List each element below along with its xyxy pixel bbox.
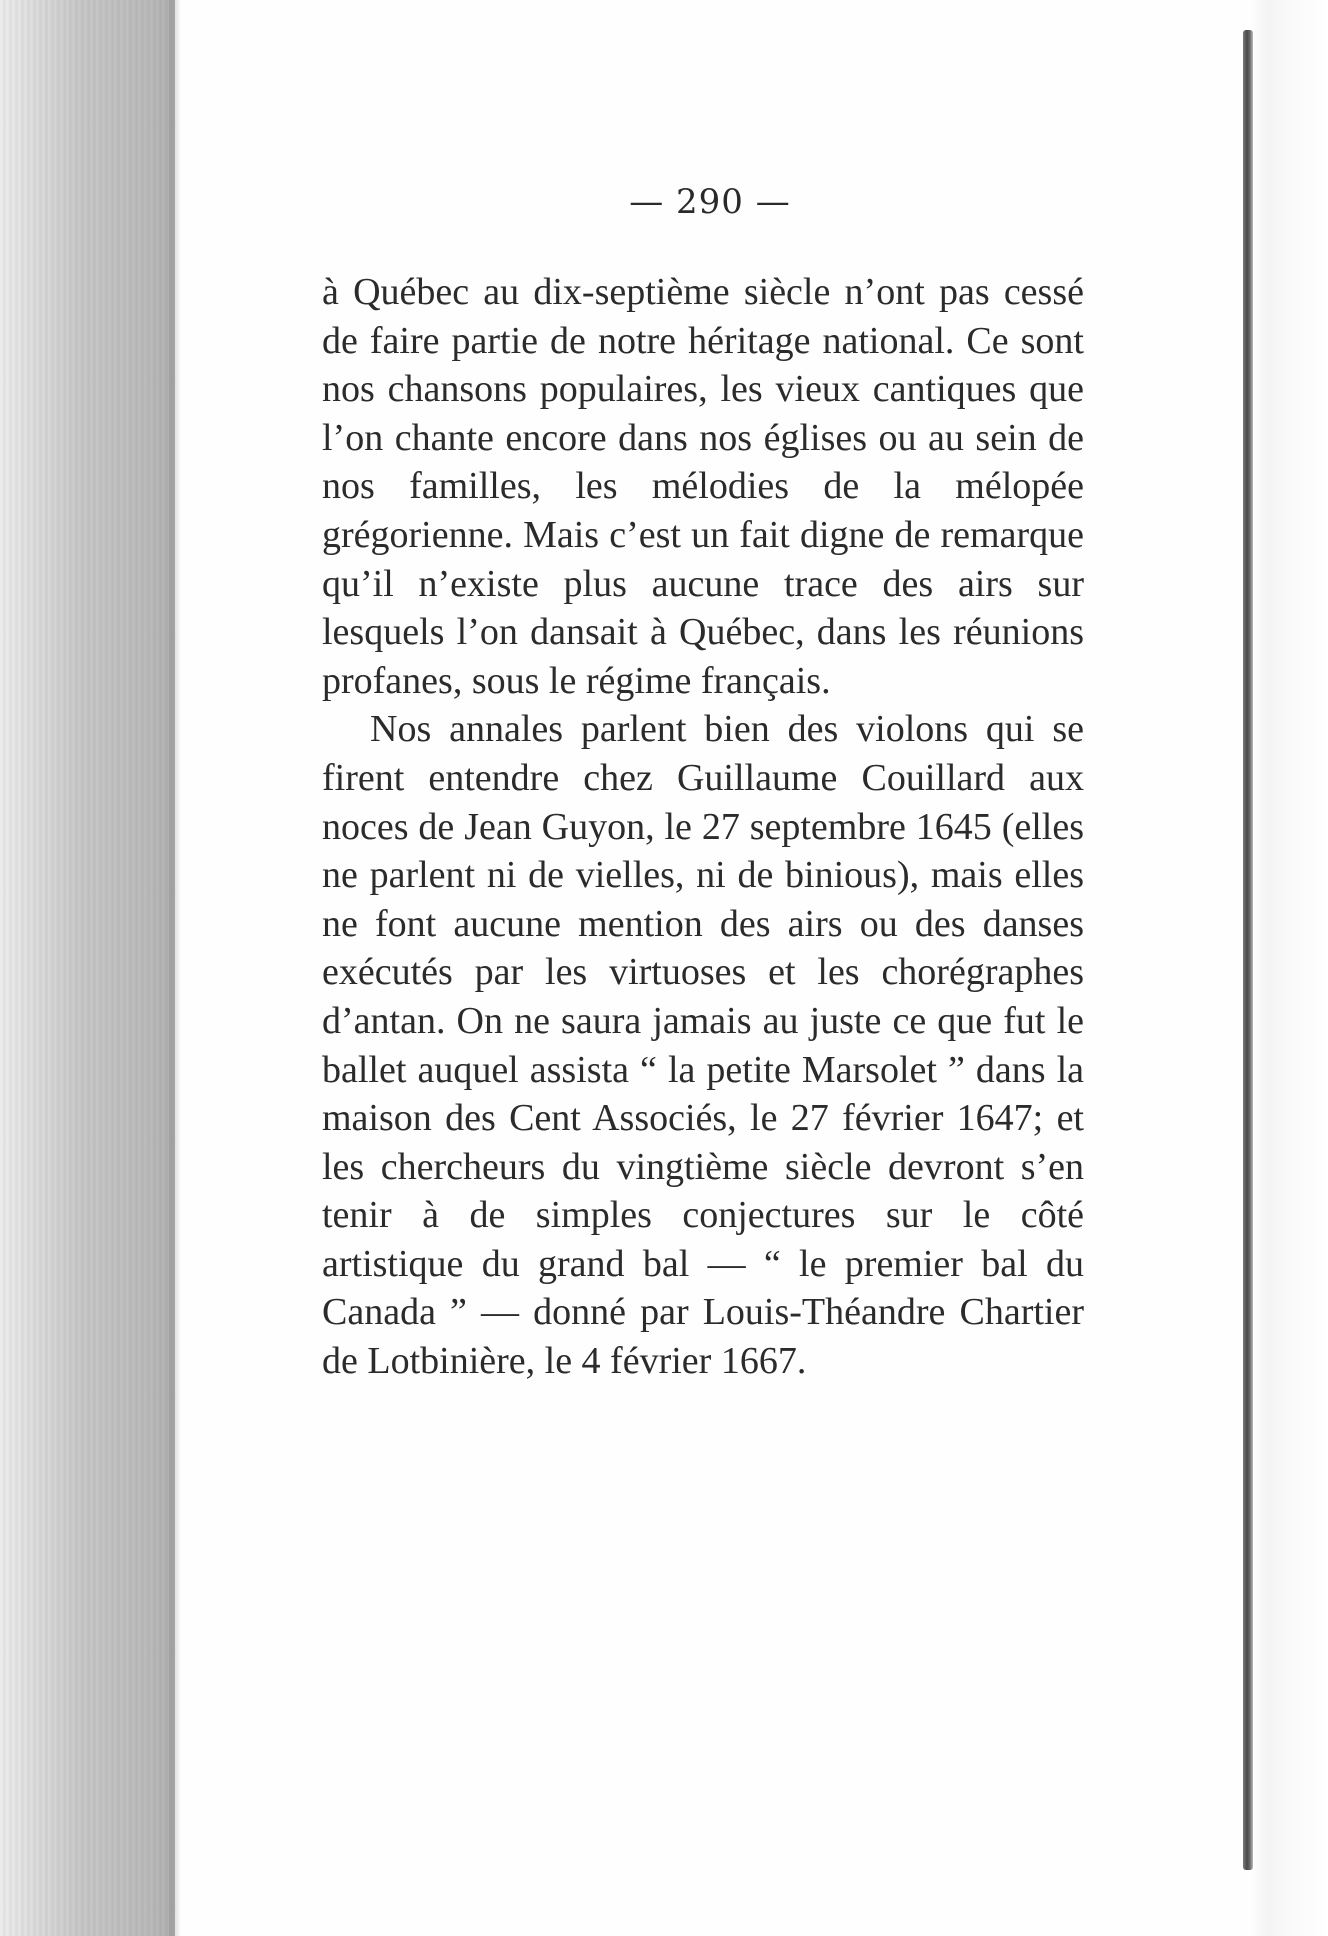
page-number: — 290 — <box>629 182 791 222</box>
paragraph: Nos annales parlent bien des violons qui se firent entendre chez Guillaume Couillard aux noces de Jean Guyon, le 27 septembre 1645 (elles ne parlent ni de vielles, ni de binious), mais elles ne font aucune mention des airs ou des danses exécutés par les virtuoses et les chorégraphes d’antan. On ne saura jamais au juste ce que fut le ballet auquel assista “ la petite Marsolet ” dans la maison des Cent Associés, le 27 février 1647; et les chercheurs du vingtième siècle devront s’en tenir à de simples conjectures sur le côté artistique du grand bal — “ le premier bal du Canada ” — donné par Louis-Théandre Chartier de Lotbinière, le 4 février 1667. <box>322 708 1084 1383</box>
book-page-edges <box>0 0 175 1936</box>
paragraph-continued: à Québec au dix-septième siècle n’ont pas cessé de faire partie de notre héritage national. Ce sont nos chansons populaires, les vieux cantiques que l’on chante encore dans nos églises ou au sein de nos familles, les mélodies de la mélopée grégorienne. Mais c’est un fait digne de remarque qu’il n’existe plus aucune trace des airs sur lesquels l’on dansait à Québec, dans les réunions profanes, sous le régime français. <box>322 271 1084 702</box>
book-gutter <box>1248 0 1328 1936</box>
body-text <box>322 268 1084 1386</box>
binding-shadow <box>1243 30 1253 1870</box>
